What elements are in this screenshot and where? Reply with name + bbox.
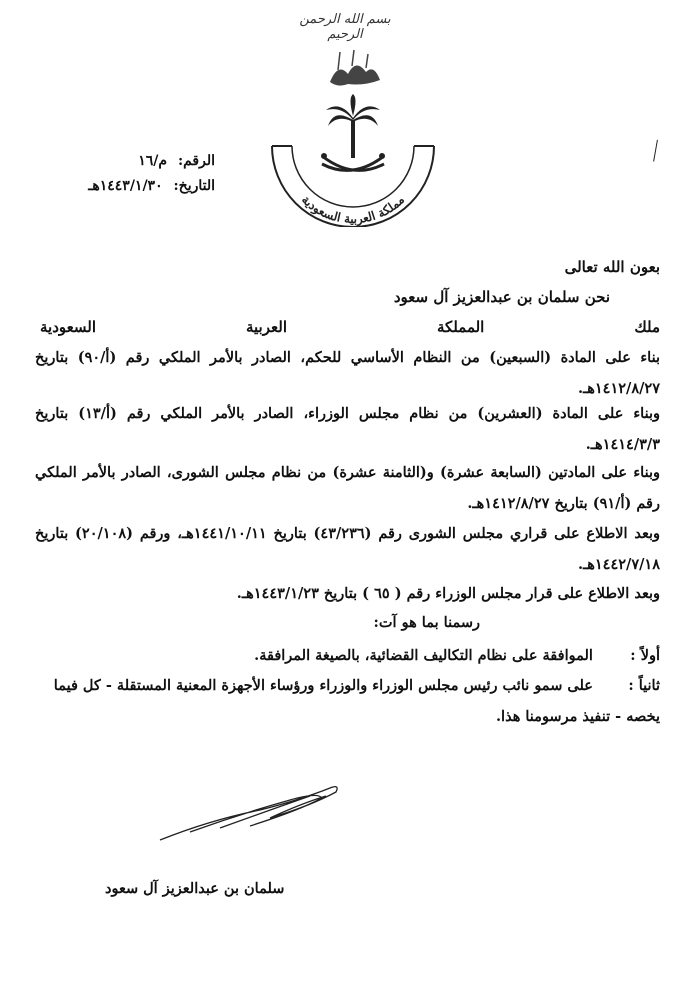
decree-number bbox=[138, 153, 215, 169]
article-1-text: الموافقة على نظام التكاليف القضائية، بالصيغة المرافقة. bbox=[254, 647, 593, 664]
signer-name: سلمان بن عبدالعزيز آل سعود bbox=[105, 880, 285, 897]
article-1-label: أولاً : bbox=[630, 647, 660, 664]
number-label: الرقم: bbox=[177, 153, 215, 169]
article-2-label: ثانياً : bbox=[628, 677, 660, 694]
svg-text:مملكة العربية السعودية bbox=[299, 193, 407, 227]
paragraph-2: وبناء على المادة (العشرين) من نظام مجلس الوزراء، الصادر بالأمر الملكي رقم (أ/١٣) بتاريخ ١٤١٤/٣/٣هـ. bbox=[35, 405, 660, 453]
number-value: م/١٦ bbox=[138, 153, 168, 169]
paragraph-5: وبعد الاطلاع على قرار مجلس الوزراء رقم ( ٦٥ ) بتاريخ ١٤٤٣/١/٢٣هـ. bbox=[236, 585, 660, 602]
article-2 bbox=[35, 670, 660, 732]
date-value: ١٤٤٣/١/٣٠هـ bbox=[88, 178, 163, 194]
paragraph-4: وبعد الاطلاع على قراري مجلس الشورى رقم (٤٣/٢٣٦) بتاريخ ١٤٤١/١٠/١١هـ، ورقم (٢٠/١٠٨) بتاريخ ١٤٤٢/٧/١٨هـ. bbox=[35, 525, 661, 573]
king-title: ملك المملكة العربية السعودية bbox=[40, 318, 660, 336]
paragraph-1: بناء على المادة (السبعين) من النظام الأساسي للحكم، الصادر بالأمر الملكي رقم (أ/٩٠) بتاريخ ١٤١٢/٨/٢٧هـ. bbox=[35, 349, 660, 397]
invocation: بعون الله تعالى bbox=[564, 258, 660, 276]
royal-signature-icon bbox=[150, 770, 350, 850]
issuer-line: نحن سلمان بن عبدالعزيز آل سعود bbox=[393, 288, 610, 306]
closing-phrase: رسمنا بما هو آت: bbox=[373, 614, 480, 631]
decree-date bbox=[88, 178, 215, 194]
article-1 bbox=[35, 640, 660, 671]
basmala: بسم الله الرحمن الرحيم bbox=[299, 12, 391, 42]
emblem-text: مملكة العربية السعودية bbox=[298, 192, 408, 227]
date-label: التاريخ: bbox=[173, 178, 215, 194]
paragraph-3: وبناء على المادتين (السابعة عشرة) و(الثامنة عشرة) من نظام مجلس الشورى، الصادر بالأمر الملكي رقم (أ/٩١) بتاريخ ١٤١٢/٨/٢٧هـ. bbox=[35, 464, 660, 512]
margin-mark bbox=[653, 140, 662, 163]
royal-emblem-icon bbox=[268, 42, 438, 227]
article-2-text: على سمو نائب رئيس مجلس الوزراء والوزراء ورؤساء الأجهزة المعنية المستقلة - كل فيما يخصه - تنفيذ مرسومنا هذا. bbox=[53, 677, 660, 725]
